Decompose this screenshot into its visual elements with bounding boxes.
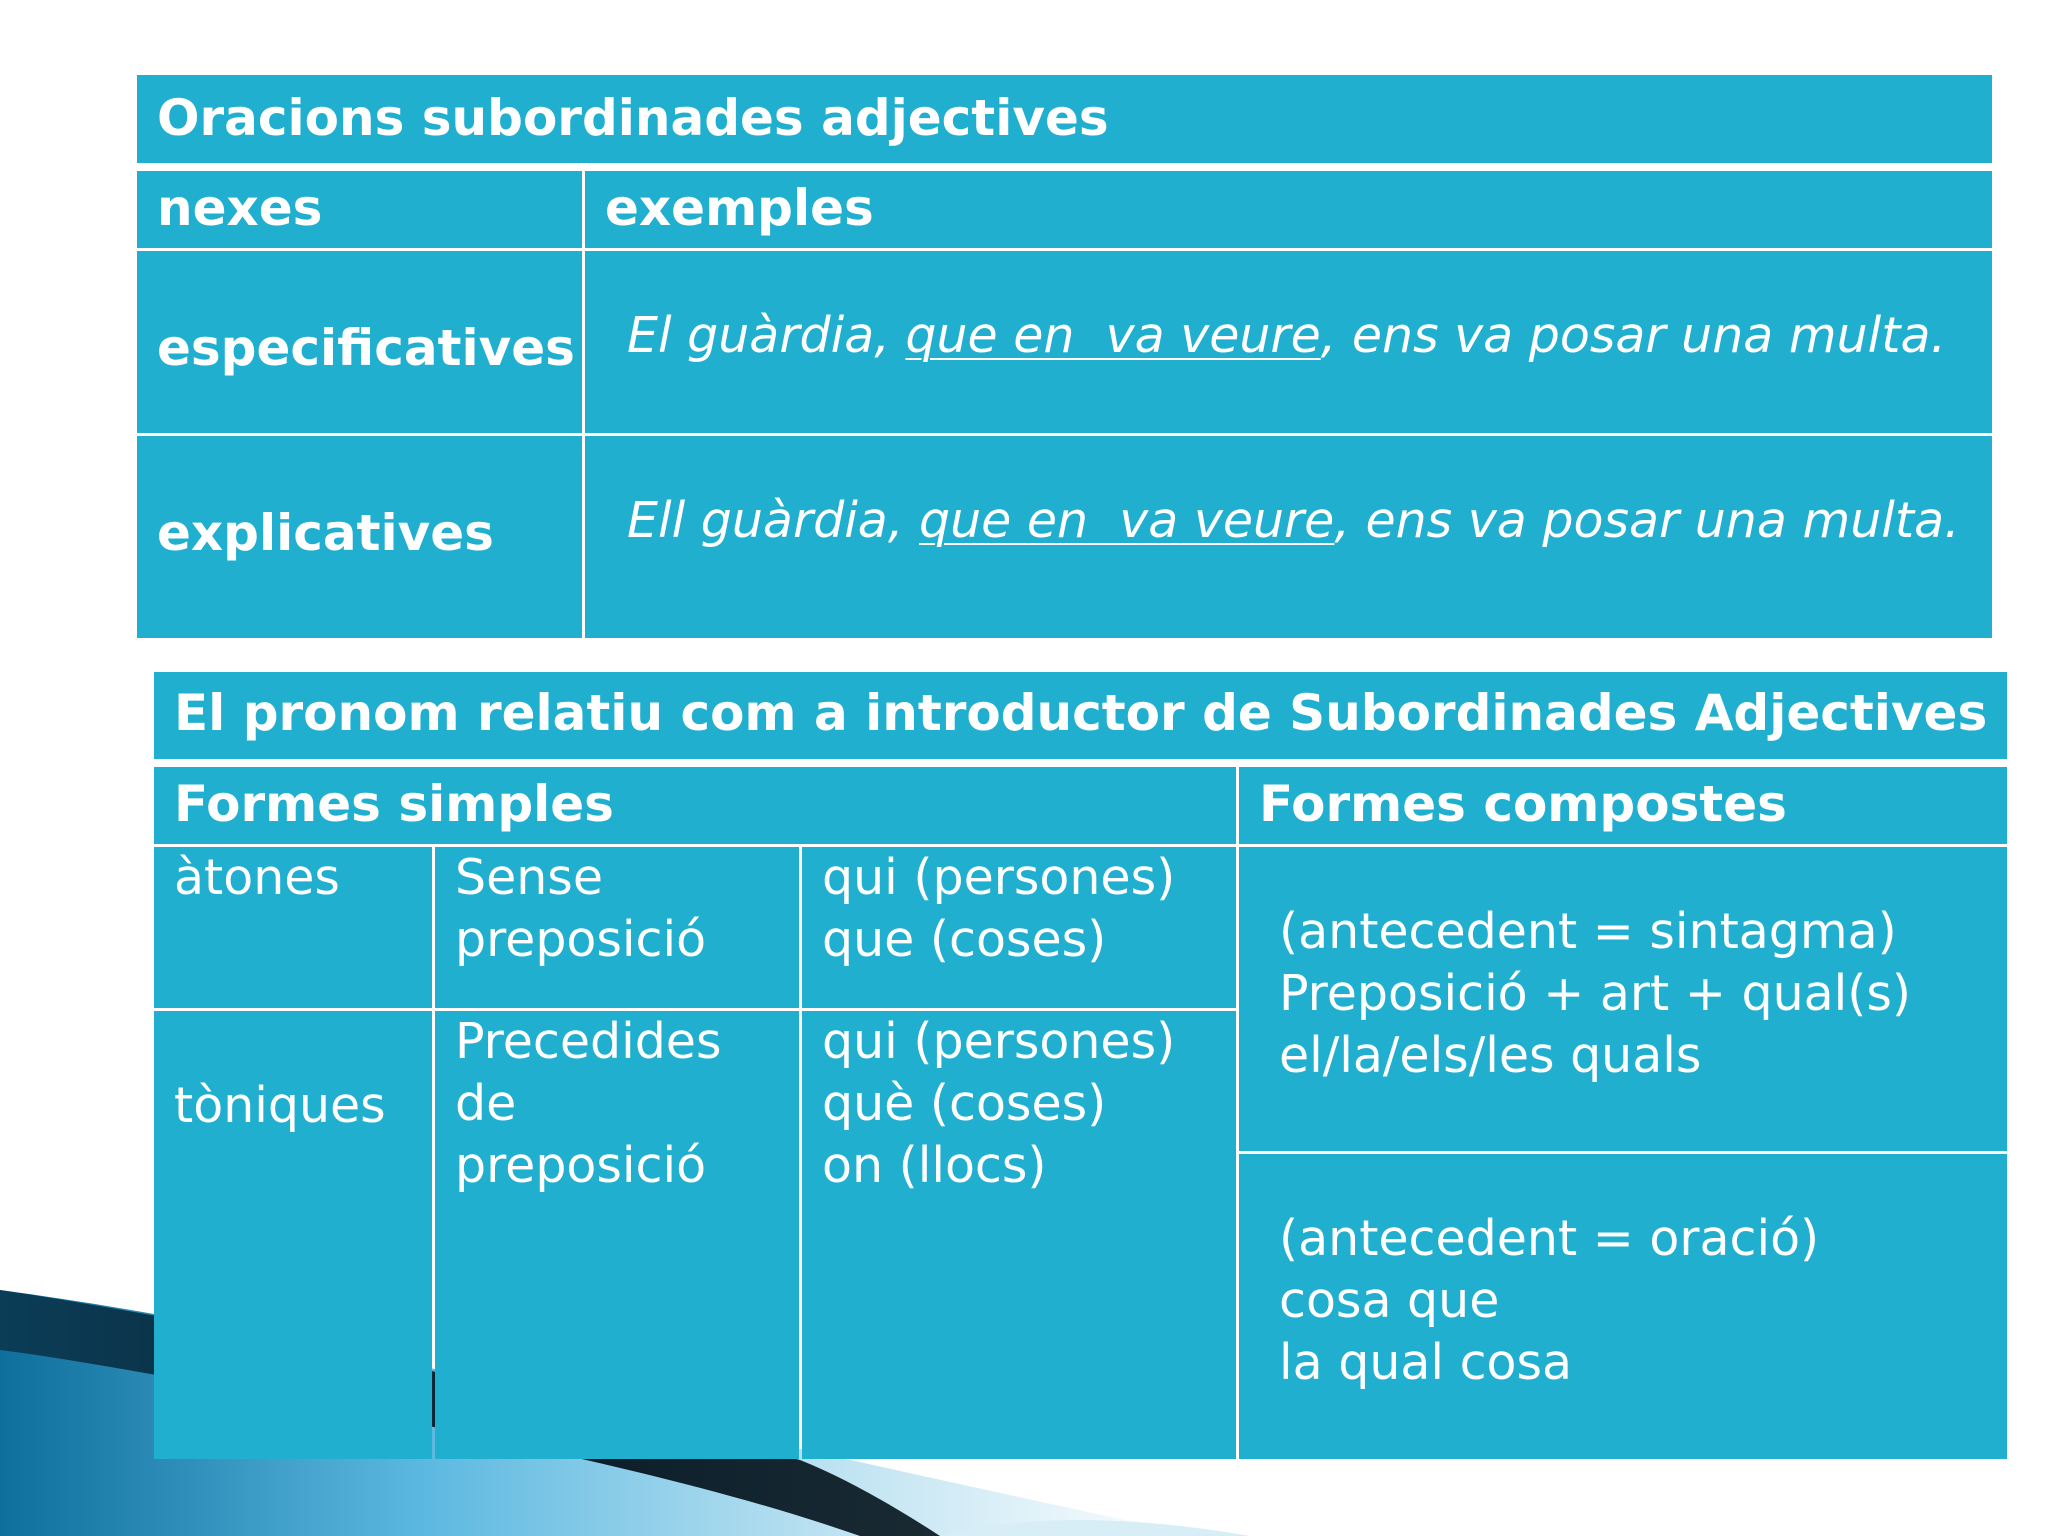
example-explicatives-post: , ens va posar una multa. bbox=[1334, 492, 1960, 549]
atones-label-cell bbox=[154, 847, 432, 1008]
table1-header-exemples-label: exemples bbox=[605, 179, 874, 237]
atones-condition-cell bbox=[435, 847, 799, 1008]
atones-condition-line-2: preposició bbox=[455, 911, 707, 968]
atones-forms-cell bbox=[802, 847, 1236, 1008]
compostes-oracio-line-1: (antecedent = oració) bbox=[1279, 1210, 1820, 1267]
atones-label: àtones bbox=[174, 849, 340, 906]
table2-header-formes-compostes-label: Formes compostes bbox=[1259, 775, 1787, 833]
example-especificatives-pre: El guàrdia, bbox=[627, 307, 906, 364]
compostes-sintagma-line-2: Preposició + art + qual(s) bbox=[1279, 965, 1912, 1022]
atones-condition-line-1: Sense bbox=[455, 849, 603, 906]
table1-row-especificatives-label bbox=[137, 251, 582, 433]
example-especificatives bbox=[627, 305, 1946, 367]
table1-row-explicatives-label bbox=[137, 436, 582, 638]
toniques-label: tòniques bbox=[174, 1077, 386, 1134]
atones-form-1: qui (persones) bbox=[822, 849, 1176, 906]
example-explicatives bbox=[627, 490, 1960, 552]
table1-row-especificatives-example bbox=[585, 251, 1992, 433]
toniques-condition-line-2: de bbox=[455, 1075, 517, 1132]
example-explicatives-pre: Ell guàrdia, bbox=[627, 492, 919, 549]
toniques-forms-cell bbox=[802, 1011, 1236, 1459]
row-label-explicatives: explicatives bbox=[157, 504, 494, 562]
compostes-oracio-line-2: cosa que bbox=[1279, 1272, 1500, 1329]
compostes-sintagma-cell bbox=[1239, 847, 2007, 1151]
table1-title: Oracions subordinades adjectives bbox=[157, 89, 1109, 147]
table2-title-cell bbox=[154, 672, 2007, 759]
toniques-form-1: qui (persones) bbox=[822, 1013, 1176, 1070]
compostes-sintagma-line-1: (antecedent = sintagma) bbox=[1279, 903, 1897, 960]
compostes-oracio-cell bbox=[1239, 1154, 2007, 1459]
compostes-sintagma-line-3: el/la/els/les quals bbox=[1279, 1027, 1702, 1084]
atones-form-2: que (coses) bbox=[822, 911, 1107, 968]
table2-header-formes-simples-label: Formes simples bbox=[174, 775, 614, 833]
table2-title: El pronom relatiu com a introductor de Subordinades Adjectives bbox=[174, 684, 1988, 742]
table1-header-exemples bbox=[585, 171, 1992, 248]
toniques-form-2: què (coses) bbox=[822, 1075, 1107, 1132]
table1-row-explicatives-example bbox=[585, 436, 1992, 638]
table2-header-formes-simples bbox=[154, 767, 1236, 844]
table1-header-nexes-label: nexes bbox=[157, 179, 323, 237]
table2-header-formes-compostes bbox=[1239, 767, 2007, 844]
table1-title-cell bbox=[137, 75, 1992, 163]
example-especificatives-post: , ens va posar una multa. bbox=[1320, 307, 1947, 364]
toniques-label-cell bbox=[154, 1011, 432, 1459]
toniques-form-3: on (llocs) bbox=[822, 1137, 1047, 1194]
table1-header-nexes bbox=[137, 171, 582, 248]
example-explicatives-underlined: que en va veure bbox=[919, 492, 1335, 549]
example-especificatives-underlined: que en va veure bbox=[905, 307, 1321, 364]
compostes-oracio-line-3: la qual cosa bbox=[1279, 1334, 1573, 1391]
toniques-condition-cell bbox=[435, 1011, 799, 1459]
toniques-condition-line-1: Precedides bbox=[455, 1013, 722, 1070]
toniques-condition-line-3: preposició bbox=[455, 1137, 707, 1194]
row-label-especificatives: especificatives bbox=[157, 319, 575, 377]
